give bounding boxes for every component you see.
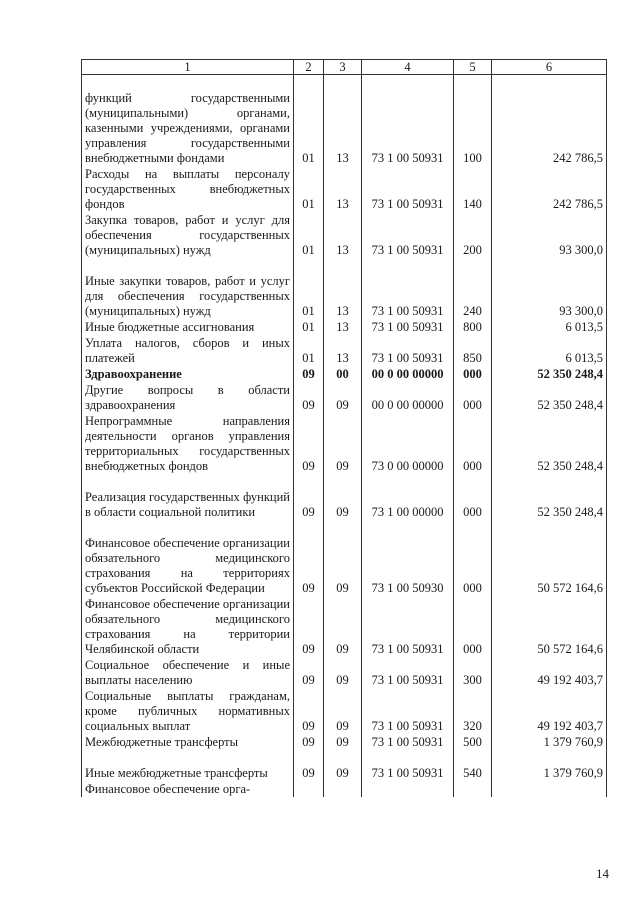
cell-expense-type — [454, 781, 492, 797]
table-row — [82, 382, 607, 413]
cell-item-name: Реализация государственных функций в области социальной политики — [82, 474, 294, 520]
table-header-row — [82, 60, 607, 75]
cell-item-name: Финансовое обеспечение организации обязательного медицинского страхования на территории Челябинской области — [82, 596, 294, 657]
cell-amount: 93 300,0 — [492, 258, 607, 319]
header-col-1: 1 — [82, 60, 294, 75]
cell-amount: 52 350 248,4 — [492, 413, 607, 474]
cell-item-name: Социальное обеспечение и иные выплаты населению — [82, 657, 294, 688]
header-col-2: 2 — [294, 60, 324, 75]
cell-section-code: 09 — [294, 750, 324, 781]
cell-section-code: 01 — [294, 166, 324, 212]
table-row — [82, 520, 607, 596]
table-row — [82, 366, 607, 382]
table-row — [82, 750, 607, 781]
cell-subsection-code: 09 — [324, 596, 362, 657]
cell-amount: 1 379 760,9 — [492, 734, 607, 750]
cell-target-article: 73 1 00 50931 — [362, 657, 454, 688]
cell-item-name: Расходы на выплаты персоналу государственных внебюджетных фондов — [82, 166, 294, 212]
cell-target-article: 73 1 00 50931 — [362, 596, 454, 657]
cell-target-article: 73 1 00 50931 — [362, 75, 454, 166]
cell-target-article: 73 1 00 50931 — [362, 258, 454, 319]
header-col-6: 6 — [492, 60, 607, 75]
cell-subsection-code: 13 — [324, 335, 362, 366]
table-row — [82, 688, 607, 734]
cell-expense-type: 540 — [454, 750, 492, 781]
cell-expense-type: 300 — [454, 657, 492, 688]
cell-amount: 6 013,5 — [492, 319, 607, 335]
table-row — [82, 335, 607, 366]
cell-target-article: 73 1 00 50931 — [362, 166, 454, 212]
cell-subsection-code: 09 — [324, 520, 362, 596]
cell-section-code: 09 — [294, 596, 324, 657]
cell-subsection-code: 09 — [324, 382, 362, 413]
cell-target-article — [362, 781, 454, 797]
cell-item-name: Социальные выплаты гражданам, кроме публичных нормативных социальных выплат — [82, 688, 294, 734]
cell-target-article: 73 1 00 50931 — [362, 212, 454, 258]
page-number: 14 — [596, 866, 609, 881]
cell-subsection-code: 09 — [324, 734, 362, 750]
cell-subsection-code: 09 — [324, 657, 362, 688]
table-row — [82, 166, 607, 212]
cell-item-name: Иные межбюджетные трансферты — [82, 750, 294, 781]
cell-expense-type: 000 — [454, 474, 492, 520]
cell-subsection-code: 13 — [324, 166, 362, 212]
cell-section-code: 09 — [294, 520, 324, 596]
cell-subsection-code: 00 — [324, 366, 362, 382]
cell-target-article: 73 1 00 00000 — [362, 474, 454, 520]
cell-amount: 49 192 403,7 — [492, 657, 607, 688]
cell-section-code: 09 — [294, 688, 324, 734]
cell-subsection-code: 09 — [324, 413, 362, 474]
cell-subsection-code: 09 — [324, 688, 362, 734]
cell-item-name: Иные бюджетные ассигнования — [82, 319, 294, 335]
cell-subsection-code: 13 — [324, 319, 362, 335]
cell-item-name: Иные закупки товаров, работ и услуг для обеспечения государственных (муниципальных) нужд — [82, 258, 294, 319]
cell-section-code: 09 — [294, 474, 324, 520]
cell-item-name: Здравоохранение — [82, 366, 294, 382]
cell-expense-type: 100 — [454, 75, 492, 166]
cell-item-name: Другие вопросы в области здравоохранения — [82, 382, 294, 413]
table-body — [82, 75, 607, 797]
cell-item-name: функций государственными (муниципальными) органами, казенными учреждениями, органами управления государственными внебюджетными фондами — [82, 75, 294, 166]
cell-amount: 6 013,5 — [492, 335, 607, 366]
cell-section-code: 01 — [294, 75, 324, 166]
table-row — [82, 258, 607, 319]
cell-target-article: 73 1 00 50931 — [362, 734, 454, 750]
cell-amount: 242 786,5 — [492, 75, 607, 166]
table-row — [82, 734, 607, 750]
cell-target-article: 73 1 00 50931 — [362, 335, 454, 366]
cell-expense-type: 500 — [454, 734, 492, 750]
cell-amount: 1 379 760,9 — [492, 750, 607, 781]
cell-section-code: 01 — [294, 212, 324, 258]
cell-expense-type: 800 — [454, 319, 492, 335]
cell-subsection-code: 13 — [324, 258, 362, 319]
cell-section-code — [294, 781, 324, 797]
cell-item-name: Уплата налогов, сборов и иных платежей — [82, 335, 294, 366]
cell-item-name: Финансовое обеспечение орга- — [82, 781, 294, 797]
cell-expense-type: 240 — [454, 258, 492, 319]
cell-subsection-code: 09 — [324, 750, 362, 781]
cell-amount: 52 350 248,4 — [492, 382, 607, 413]
header-col-4: 4 — [362, 60, 454, 75]
table-row — [82, 319, 607, 335]
cell-amount: 242 786,5 — [492, 166, 607, 212]
table-row — [82, 596, 607, 657]
cell-amount: 50 572 164,6 — [492, 596, 607, 657]
cell-target-article: 73 1 00 50931 — [362, 750, 454, 781]
cell-subsection-code: 09 — [324, 474, 362, 520]
cell-section-code: 01 — [294, 258, 324, 319]
cell-subsection-code — [324, 781, 362, 797]
budget-table — [81, 59, 607, 797]
cell-section-code: 09 — [294, 413, 324, 474]
cell-section-code: 09 — [294, 657, 324, 688]
table-row — [82, 474, 607, 520]
cell-item-name: Финансовое обеспечение организации обязательного медицинского страхования на территориях субъектов Российской Федерации — [82, 520, 294, 596]
cell-section-code: 09 — [294, 734, 324, 750]
cell-section-code: 01 — [294, 335, 324, 366]
cell-target-article: 73 1 00 50931 — [362, 688, 454, 734]
cell-subsection-code: 13 — [324, 212, 362, 258]
cell-expense-type: 000 — [454, 596, 492, 657]
cell-target-article: 73 1 00 50931 — [362, 319, 454, 335]
cell-expense-type: 000 — [454, 382, 492, 413]
cell-expense-type: 320 — [454, 688, 492, 734]
table-row — [82, 75, 607, 166]
cell-amount: 52 350 248,4 — [492, 474, 607, 520]
cell-section-code: 09 — [294, 382, 324, 413]
cell-target-article: 73 1 00 50930 — [362, 520, 454, 596]
cell-amount: 93 300,0 — [492, 212, 607, 258]
table-row — [82, 212, 607, 258]
cell-amount: 52 350 248,4 — [492, 366, 607, 382]
cell-expense-type: 200 — [454, 212, 492, 258]
header-col-5: 5 — [454, 60, 492, 75]
cell-item-name: Межбюджетные трансферты — [82, 734, 294, 750]
cell-expense-type: 000 — [454, 413, 492, 474]
cell-target-article: 73 0 00 00000 — [362, 413, 454, 474]
header-col-3: 3 — [324, 60, 362, 75]
cell-target-article: 00 0 00 00000 — [362, 366, 454, 382]
cell-expense-type: 000 — [454, 366, 492, 382]
cell-amount: 49 192 403,7 — [492, 688, 607, 734]
cell-expense-type: 000 — [454, 520, 492, 596]
cell-section-code: 01 — [294, 319, 324, 335]
cell-item-name: Непрограммные направления деятельности органов управления территориальных государственных внебюджетных фондов — [82, 413, 294, 474]
cell-section-code: 09 — [294, 366, 324, 382]
cell-item-name: Закупка товаров, работ и услуг для обеспечения государственных (муниципальных) нужд — [82, 212, 294, 258]
table-row — [82, 657, 607, 688]
cell-expense-type: 850 — [454, 335, 492, 366]
table-row — [82, 413, 607, 474]
cell-target-article: 00 0 00 00000 — [362, 382, 454, 413]
cell-expense-type: 140 — [454, 166, 492, 212]
cell-amount: 50 572 164,6 — [492, 520, 607, 596]
table-row — [82, 781, 607, 797]
cell-subsection-code: 13 — [324, 75, 362, 166]
cell-amount — [492, 781, 607, 797]
